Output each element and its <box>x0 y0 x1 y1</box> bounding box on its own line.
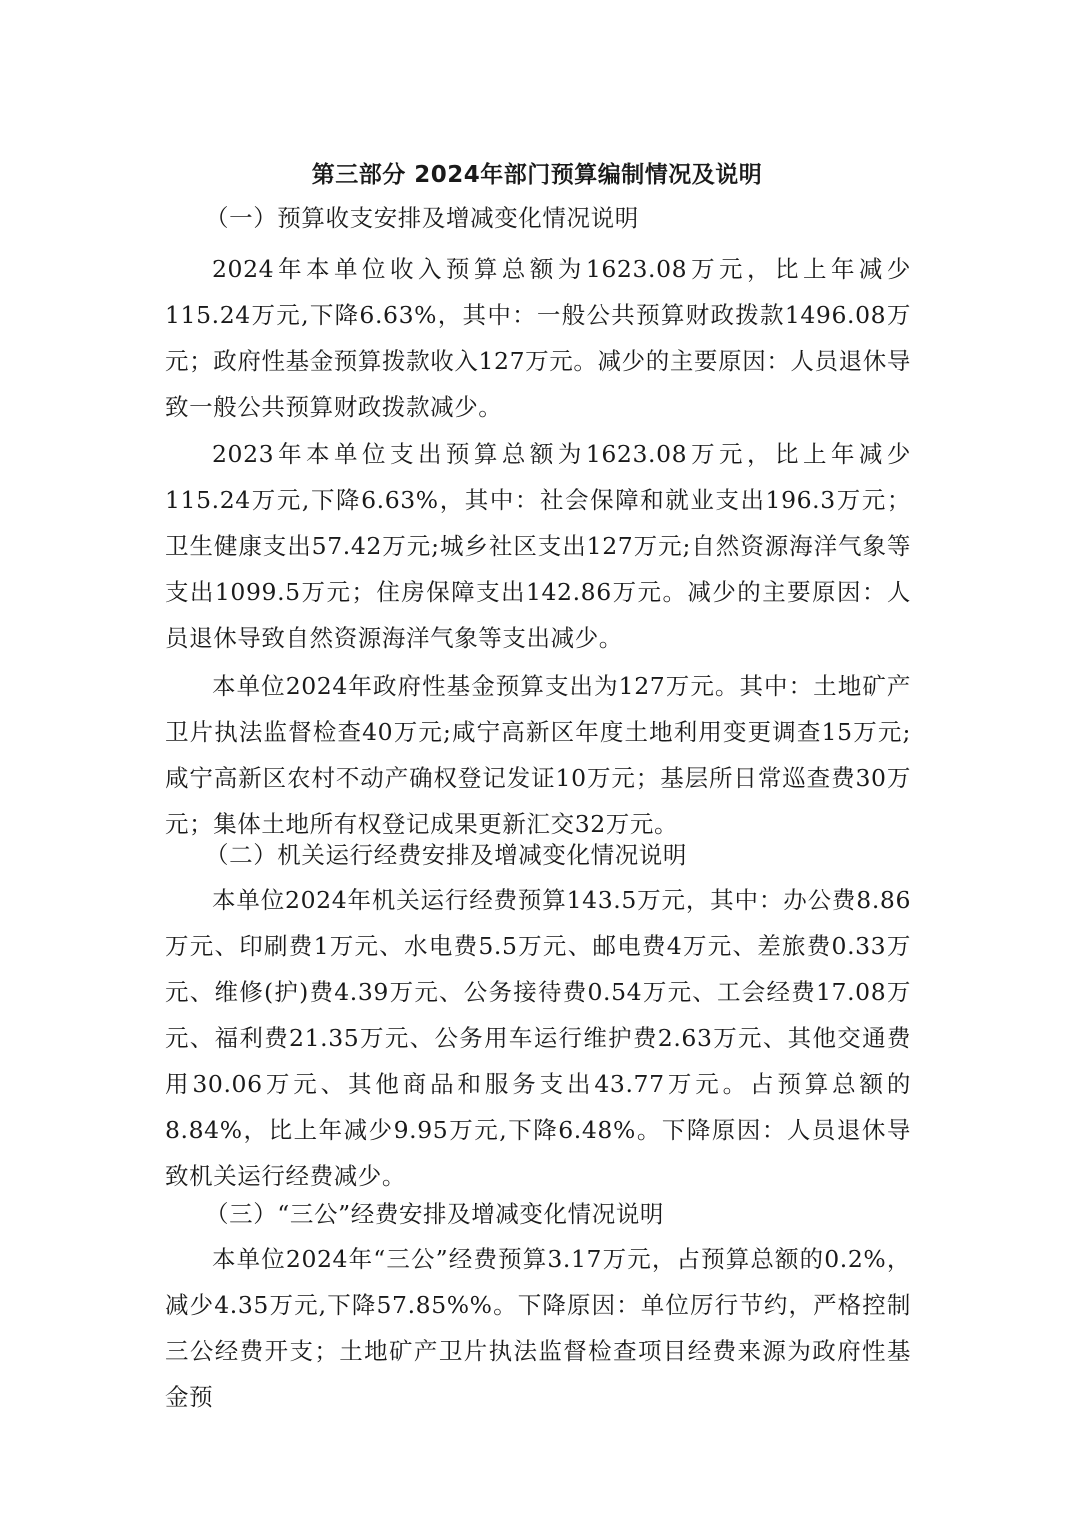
section-heading-1: （一）预算收支安排及增减变化情况说明 <box>205 204 639 232</box>
section-heading-2: （二）机关运行经费安排及增减变化情况说明 <box>205 841 687 869</box>
paragraph-three-public-expenses: 本单位2024年“三公”经费预算3.17万元，占预算总额的0.2%，减少4.35万元,下降57.85%%。下降原因：单位厉行节约，严格控制三公经费开支；土地矿产卫片执法监督检查项目经费来源为政府性基金预 <box>165 1245 911 1411</box>
paragraph-government-fund: 本单位2024年政府性基金预算支出为127万元。其中：土地矿产卫片执法监督检查40万元;咸宁高新区年度土地利用变更调查15万元;咸宁高新区农村不动产确权登记发证10万元；基层所日常巡查费30万元；集体土地所有权登记成果更新汇交32万元。 <box>165 672 911 838</box>
paragraph-operating-expenses: 本单位2024年机关运行经费预算143.5万元，其中：办公费8.86万元、印刷费1万元、水电费5.5万元、邮电费4万元、差旅费0.33万元、维修(护)费4.39万元、公务接待费0.54万元、工会经费17.08万元、福利费21.35万元、公务用车运行维护费2.63万元、其他交通费用30.06万元、其他商品和服务支出43.77万元。占预算总额的8.84%，比上年减少9.95万元,下降6.48%。下降原因：人员退休导致机关运行经费减少。 <box>165 886 911 1190</box>
paragraph-income-budget: 2024年本单位收入预算总额为1623.08万元，比上年减少115.24万元,下降6.63%，其中：一般公共预算财政拨款1496.08万元；政府性基金预算拨款收入127万元。减少的主要原因：人员退休导致一般公共预算财政拨款减少。 <box>165 255 911 421</box>
section-heading-3: （三）“三公”经费安排及增减变化情况说明 <box>205 1200 665 1228</box>
paragraph-expenditure-budget: 2023年本单位支出预算总额为1623.08万元，比上年减少115.24万元,下降6.63%，其中：社会保障和就业支出196.3万元；卫生健康支出57.42万元;城乡社区支出127万元;自然资源海洋气象等支出1099.5万元；住房保障支出142.86万元。减少的主要原因：人员退休导致自然资源海洋气象等支出减少。 <box>165 440 911 652</box>
document-title: 第三部分 2024年部门预算编制情况及说明 <box>311 162 763 188</box>
